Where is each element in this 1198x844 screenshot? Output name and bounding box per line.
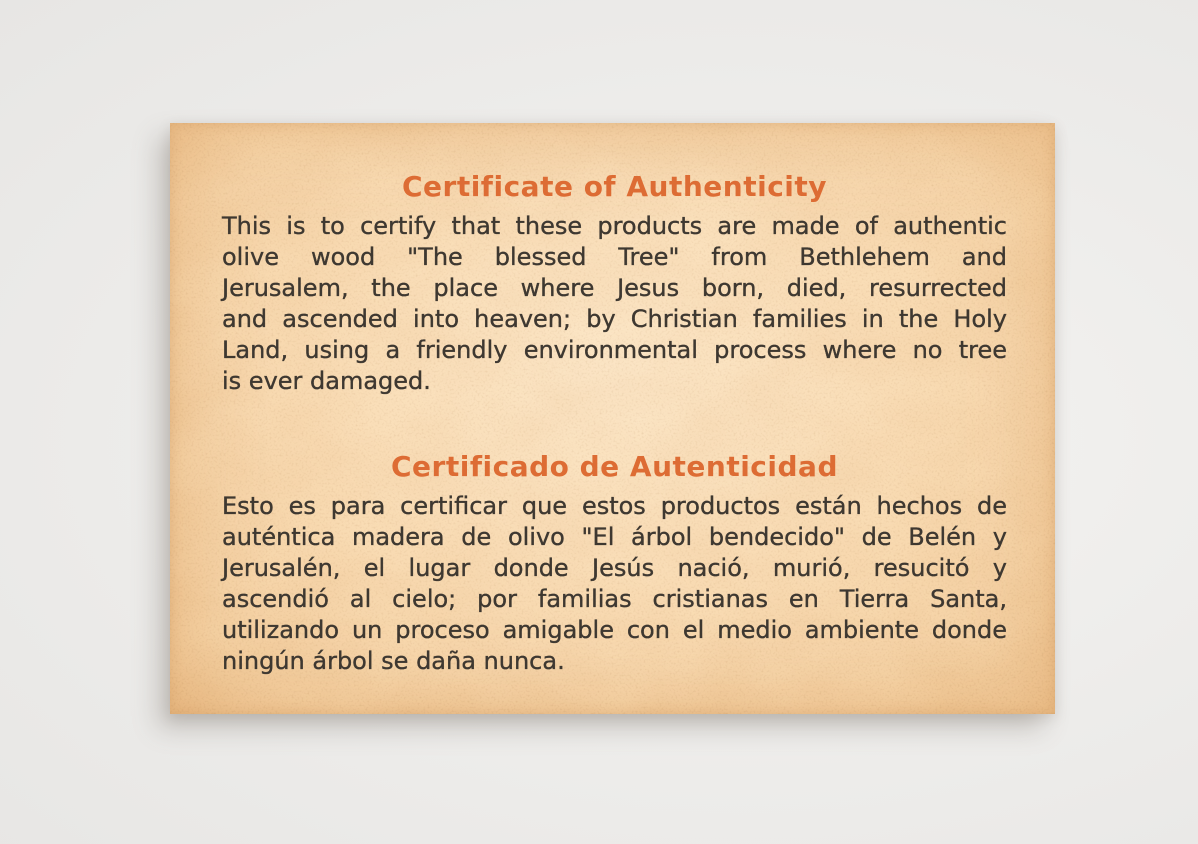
text-line: and ascended into heaven; by Christian families in the Holy xyxy=(222,305,1007,333)
text-line: Esto es para certificar que estos productos están hechos de xyxy=(222,492,1007,520)
certificate-text-english xyxy=(222,211,1007,397)
text-line: Land, using a friendly environmental process where no tree xyxy=(222,336,1007,364)
section-english xyxy=(222,169,1007,397)
text-line: This is to certify that these products are made of authentic xyxy=(222,212,1007,240)
text-line: olive wood "The blessed Tree" from Bethlehem and xyxy=(222,243,1007,271)
text-line: ascendió al cielo; por familias cristianas en Tierra Santa, xyxy=(222,585,1007,613)
section-spanish xyxy=(222,449,1007,677)
certificate-card xyxy=(170,123,1055,714)
certificate-content xyxy=(170,123,1055,677)
certificate-text-spanish xyxy=(222,491,1007,677)
certificate-title-spanish: Certificado de Autenticidad xyxy=(391,450,838,483)
text-line: ningún árbol se daña nunca. xyxy=(222,647,565,675)
text-line: utilizando un proceso amigable con el medio ambiente donde xyxy=(222,616,1007,644)
certificate-title-english: Certificate of Authenticity xyxy=(401,170,828,203)
text-line: Jerusalén, el lugar donde Jesús nació, murió, resucitó y xyxy=(222,554,1007,582)
text-line: is ever damaged. xyxy=(222,367,431,395)
text-line: auténtica madera de olivo "El árbol bendecido" de Belén y xyxy=(222,523,1007,551)
text-line: Jerusalem, the place where Jesus born, died, resurrected xyxy=(222,274,1007,302)
